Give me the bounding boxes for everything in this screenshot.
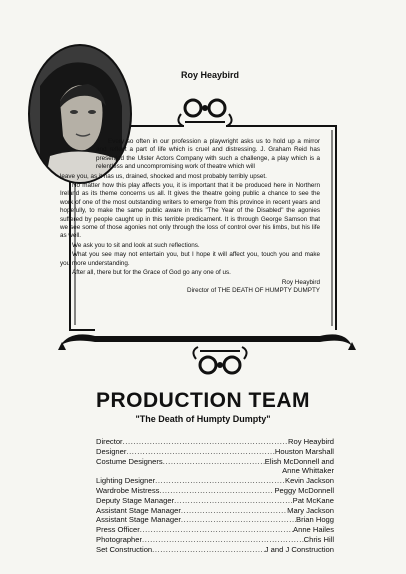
letter-paragraph: No matter how this play affects you, it is important that it be produced here in Northern Ireland as its theme concerns us all. It gives the theatre going public a chance to see the work of one of the most outstanding writers to emerge from this province in recent years and hopefully, to make the same public aware in this "The Year of the Disabled" the agonies suffered by people caught up in this terrible predicament. It is through George Samson that we see some of those agonies not only through the loss of control over his limbs, but his life as well. xyxy=(60,182,320,240)
credit-name-continued: Anne Whittaker xyxy=(282,466,334,476)
credit-role: Assistant Stage Manager xyxy=(96,505,181,515)
letter-paragraph: We ask you to sit and look at such reflections. xyxy=(72,241,200,249)
credit-role: Lighting Designer xyxy=(96,476,156,486)
credit-name: Elish McDonnell and xyxy=(264,456,334,466)
director-letter xyxy=(60,138,320,295)
credit-row xyxy=(96,476,334,486)
credit-row xyxy=(96,447,334,457)
credit-row xyxy=(96,496,334,506)
credit-row xyxy=(96,545,334,555)
credit-role: Set Construction xyxy=(96,544,153,554)
credit-role: Director xyxy=(96,437,123,446)
credit-name: Chris Hill xyxy=(303,534,334,544)
letter-paragraph: leave you, as it has us, drained, shocked and most probably terribly upset. xyxy=(60,172,267,180)
credit-role: Wardrobe Mistress xyxy=(96,485,160,495)
letter-paragraph: What you see may not entertain you, but I hope it will affect you, touch you and make you more understanding. xyxy=(60,251,320,267)
credit-row xyxy=(96,486,334,496)
credit-name: Pat McKane xyxy=(292,495,334,505)
credit-role: Deputy Stage Manager xyxy=(96,495,175,505)
credits-list xyxy=(96,437,334,555)
credit-row xyxy=(96,525,334,535)
credit-name: Roy Heaybird xyxy=(287,437,334,446)
credit-row xyxy=(96,437,334,447)
credit-role: Press Officer xyxy=(96,525,140,535)
credit-name: Brian Hogg xyxy=(296,515,334,525)
credit-name: Houston Marshall xyxy=(274,446,334,456)
signature-role: Director of THE DEATH OF HUMPTY DUMPTY xyxy=(187,286,320,294)
bottom-ornament xyxy=(193,347,246,373)
credit-row xyxy=(96,515,334,525)
credit-name: Mary Jackson xyxy=(287,505,334,515)
author-name: Roy Heaybird xyxy=(180,70,240,80)
credit-role: Assistant Stage Manager xyxy=(96,515,181,525)
credit-row xyxy=(96,457,334,467)
letter-paragraph: Every so often in our profession a playwright asks us to hold up a mirror and reflect a part of life which is cruel and distressing. J. Graham Reid has presented the Ulster Actors Company with such a challenge, a play which is a relentless and uncompromising work of theatre which will xyxy=(96,138,320,171)
production-team-heading: PRODUCTION TEAM xyxy=(96,389,310,412)
credit-role: Costume Designers xyxy=(96,456,163,466)
play-title: "The Death of Humpty Dumpty" xyxy=(135,414,271,424)
credit-name: Kevin Jackson xyxy=(285,476,334,486)
credit-row xyxy=(96,535,334,545)
credit-row xyxy=(96,506,334,516)
credit-role: Designer xyxy=(96,446,127,456)
credit-name: J and J Construction xyxy=(264,544,334,554)
signature-name: Roy Heaybird xyxy=(281,278,320,286)
credit-name: Peggy McDonnell xyxy=(274,485,334,495)
credit-name: Anne Hailes xyxy=(293,525,334,535)
credit-role: Photographer xyxy=(96,534,143,544)
letter-paragraph: After all, there but for the Grace of God go any one of us. xyxy=(72,269,231,277)
top-ornament xyxy=(178,100,231,126)
